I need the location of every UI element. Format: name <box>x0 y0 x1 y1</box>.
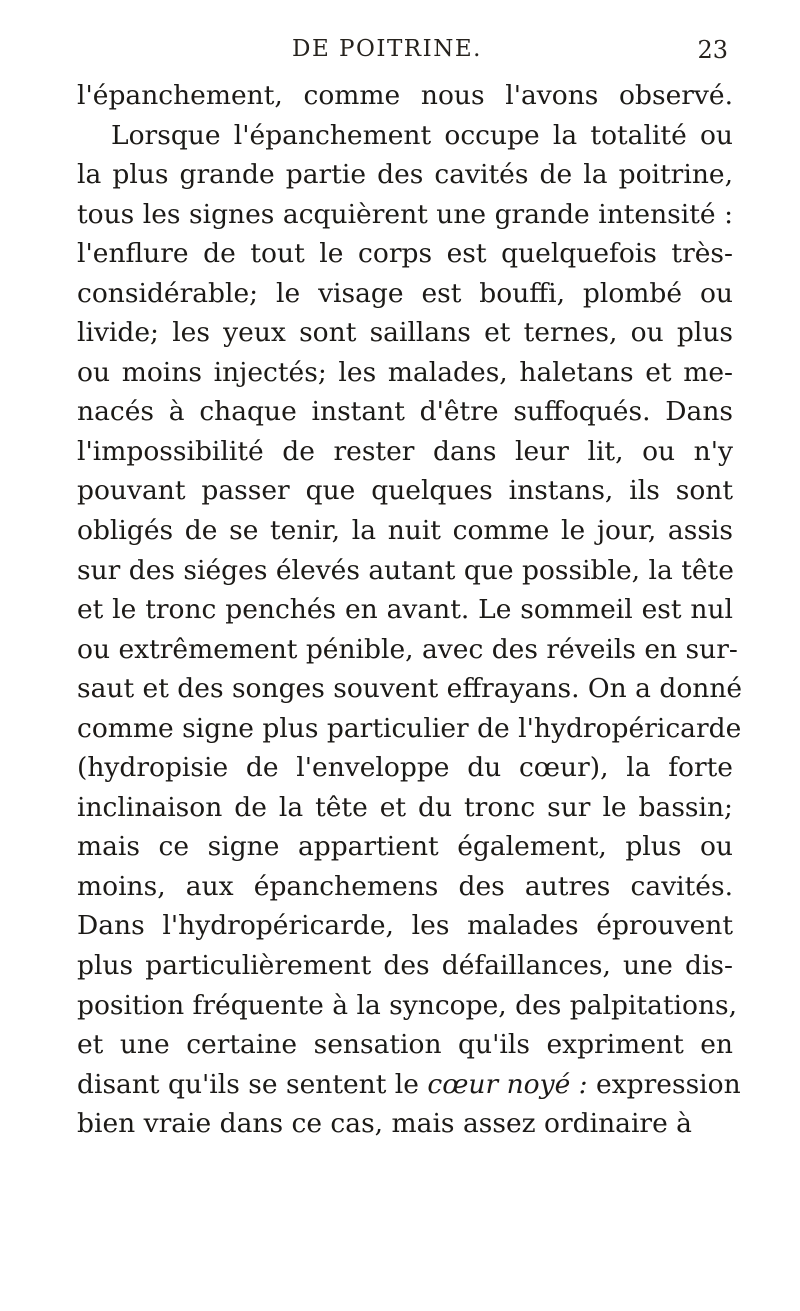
text-line: inclinaison de la tête et du tronc sur le bassin; <box>77 791 733 823</box>
page-number: 23 <box>697 36 728 64</box>
text-line: mais ce signe appartient également, plus ou <box>77 831 733 863</box>
text-line: sur des siéges élevés autant que possible, la tête <box>77 554 734 586</box>
text-line: (hydropisie de l'enveloppe du cœur), la forte <box>77 752 733 784</box>
text-line: tous les signes acquièrent une grande intensité : <box>77 198 733 230</box>
text-line: ou extrêmement pénible, avec des réveils en sur- <box>77 633 738 665</box>
running-head <box>70 36 730 76</box>
text-line: Dans l'hydropéricarde, les malades éprouvent <box>77 910 733 942</box>
line-text: expression <box>587 1068 741 1100</box>
text-line: comme signe plus particulier de l'hydropéricarde <box>77 712 742 744</box>
body-text <box>77 76 743 1144</box>
italic-phrase: cœur noyé : <box>427 1068 588 1100</box>
text-line: et le tronc penchés en avant. Le sommeil est nul <box>77 594 733 626</box>
text-line: plus particulièrement des défaillances, une dis- <box>77 950 733 982</box>
text-line: moins, aux épanchemens des autres cavités. <box>77 870 733 902</box>
text-line: la plus grande partie des cavités de la poitrine, <box>77 159 733 191</box>
line-text: disant qu'ils se sentent le <box>77 1068 428 1100</box>
text-line: nacés à chaque instant d'être suffoqués. Dans <box>77 396 733 428</box>
text-line: l'épanchement, comme nous l'avons observé. <box>77 80 733 111</box>
text-line: Lorsque l'épanchement occupe la totalité ou <box>111 119 733 151</box>
text-line <box>77 1065 741 1105</box>
running-title: DE POITRINE. <box>292 36 482 62</box>
text-line: et une certaine sensation qu'ils expriment en <box>77 1029 733 1061</box>
text-line: obligés de se tenir, la nuit comme le jour, assis <box>77 515 733 547</box>
text-line: l'impossibilité de rester dans leur lit, ou n'y <box>77 435 733 467</box>
text-line: bien vraie dans ce cas, mais assez ordinaire à <box>77 1108 692 1140</box>
text-line: position fréquente à la syncope, des palpitations, <box>77 989 738 1021</box>
text-line: l'enflure de tout le corps est quelquefois très- <box>77 238 733 270</box>
text-line: livide; les yeux sont saillans et ternes, ou plus <box>77 317 733 349</box>
text-line: saut et des songes souvent effrayans. On a donné <box>77 673 743 705</box>
text-line: ou moins injectés; les malades, haletans et me- <box>77 356 733 388</box>
text-line: pouvant passer que quelques instans, ils sont <box>77 475 733 507</box>
text-line: considérable; le visage est bouffi, plombé ou <box>77 277 733 309</box>
